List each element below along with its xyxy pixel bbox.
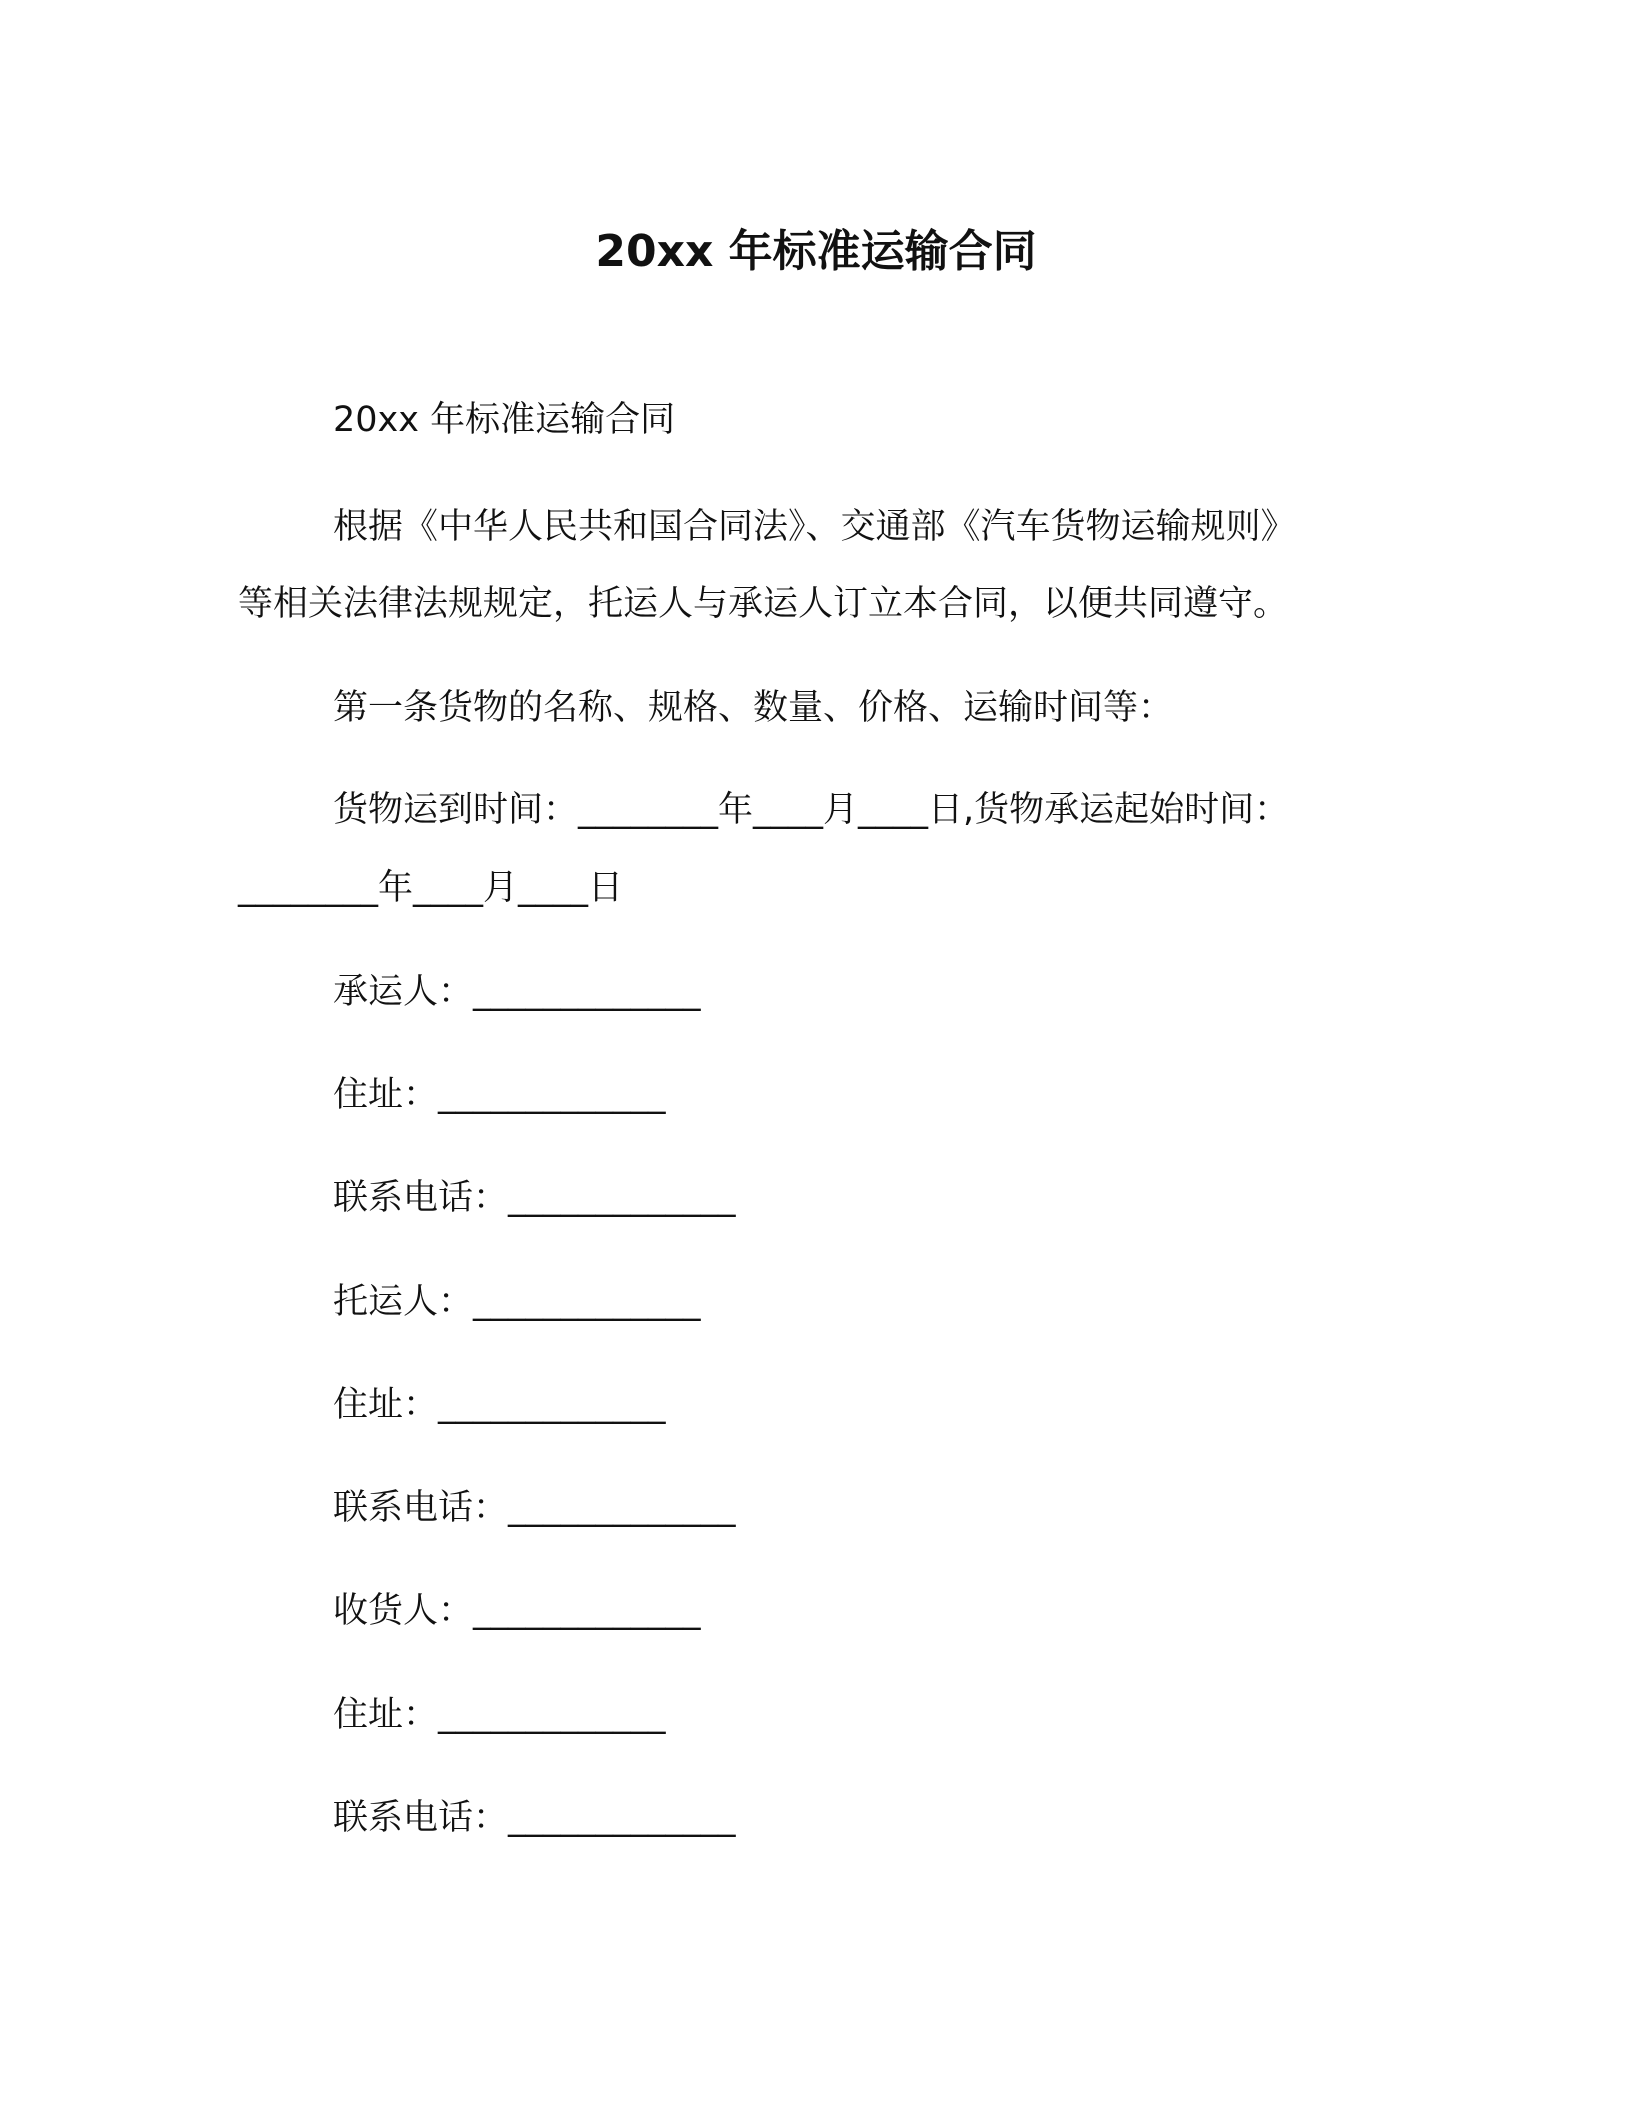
- delivery-time-line-1: 货物运到时间：________年____月____日,货物承运起始时间：: [333, 790, 1290, 830]
- consignee-address-field: 住址：_____________: [333, 1695, 666, 1735]
- intro-paragraph-line-1: 根据《中华人民共和国合同法》、交通部《汽车货物运输规则》: [333, 507, 1296, 547]
- consignee-name-field: 收货人：_____________: [333, 1591, 701, 1631]
- document-title: 20xx 年标准运输合同: [595, 226, 1037, 277]
- intro-paragraph-line-2: 等相关法律法规规定，托运人与承运人订立本合同，以便共同遵守。: [238, 584, 1289, 624]
- carrier-address-field: 住址：_____________: [333, 1075, 666, 1115]
- shipper-name-field: 托运人：_____________: [333, 1282, 701, 1322]
- delivery-time-line-2: ________年____月____日: [238, 868, 624, 908]
- shipper-phone-field: 联系电话：_____________: [333, 1488, 736, 1528]
- article-1-heading: 第一条货物的名称、规格、数量、价格、运输时间等：: [333, 688, 1174, 728]
- carrier-phone-field: 联系电话：_____________: [333, 1178, 736, 1218]
- carrier-name-field: 承运人：_____________: [333, 972, 701, 1012]
- shipper-address-field: 住址：_____________: [333, 1385, 666, 1425]
- document-subtitle: 20xx 年标准运输合同: [333, 400, 676, 440]
- consignee-phone-field: 联系电话：_____________: [333, 1798, 736, 1838]
